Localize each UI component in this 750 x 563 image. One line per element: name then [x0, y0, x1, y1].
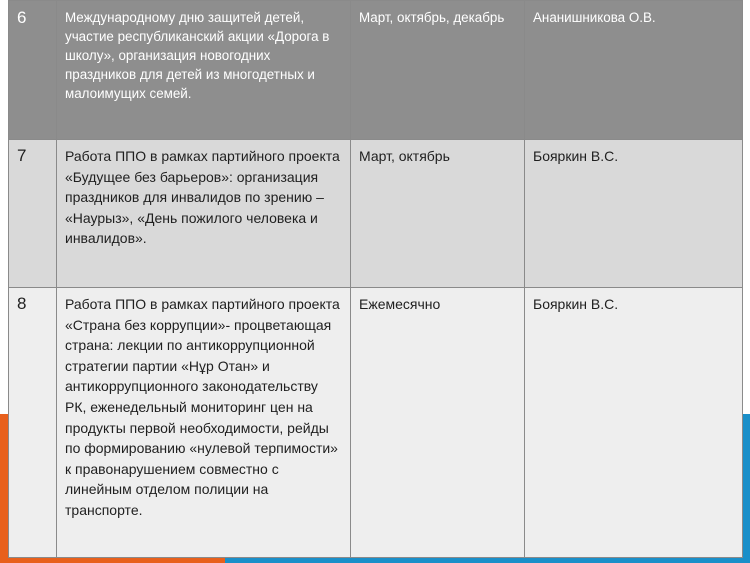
activity-plan-table: [8, 0, 743, 558]
table-row: [9, 288, 743, 558]
row-number: 8: [9, 288, 57, 558]
table-row: [9, 140, 743, 288]
row-number: 6: [9, 1, 57, 140]
activity-responsible: Бояркин В.С.: [525, 288, 743, 558]
activity-description: Международному дню защитей детей, участие республиканский акции «Дорога в школу», организация новогодних праздников для детей из многодетных и малоимущих семей.: [57, 1, 351, 140]
activity-description: Работа ППО в рамках партийного проекта «Страна без коррупции»- процветающая страна: лекции по антикоррупционной стратегии партии «Нұр Отан» и антикоррупционного законодательству РК, еженедельный мониторинг цен на продукты первой необходимости, рейды по формированию «нулевой терпимости» к правонарушением совместно с линейным отделом полиции на транспорте.: [57, 288, 351, 558]
row-number: 7: [9, 140, 57, 288]
activity-term: Ежемесячно: [351, 288, 525, 558]
activity-responsible: Ананишникова О.В.: [525, 1, 743, 140]
activity-responsible: Бояркин В.С.: [525, 140, 743, 288]
activity-term: Март, октябрь: [351, 140, 525, 288]
table-row: [9, 1, 743, 140]
activity-description: Работа ППО в рамках партийного проекта «Будущее без барьеров»: организация праздников для инвалидов по зрению – «Наурыз», «День пожилого человека и инвалидов».: [57, 140, 351, 288]
activity-term: Март, октябрь, декабрь: [351, 1, 525, 140]
